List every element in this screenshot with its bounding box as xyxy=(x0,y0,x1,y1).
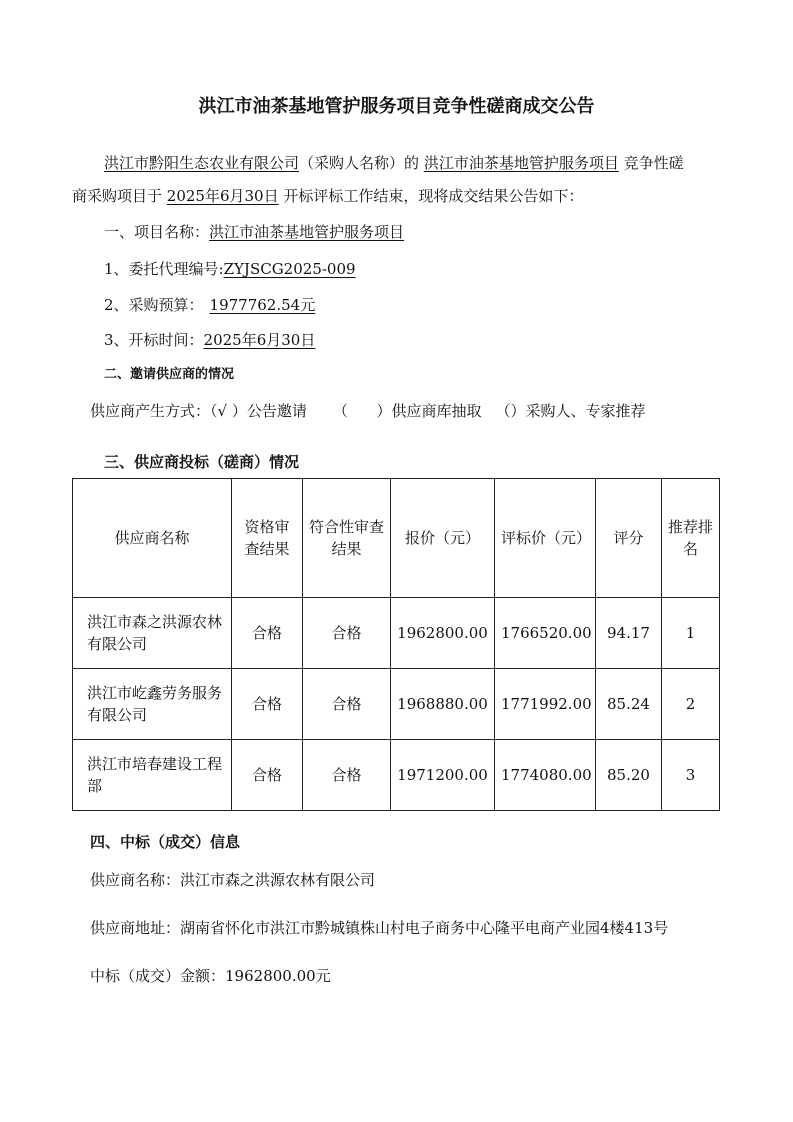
cell-qualification: 合格 xyxy=(232,598,303,669)
winner-address xyxy=(90,918,668,938)
winner-amount-label: 中标（成交）金额： xyxy=(90,967,226,985)
winner-name xyxy=(90,870,375,890)
section-project-name xyxy=(104,222,404,242)
cell-score: 85.20 xyxy=(596,740,662,811)
cell-score: 85.24 xyxy=(596,669,662,740)
cell-quote: 1971200.00 xyxy=(391,740,495,811)
intro-line-2 xyxy=(72,186,583,206)
winner-name-value: 洪江市森之洪源农林有限公司 xyxy=(180,871,376,889)
method-option-1: 公告邀请 xyxy=(246,402,307,420)
header-supplier-name: 供应商名称 xyxy=(73,479,232,598)
cell-rank: 2 xyxy=(662,669,720,740)
cell-eval-price: 1766520.00 xyxy=(495,598,596,669)
winner-address-label: 供应商地址： xyxy=(90,919,181,937)
purchaser-note: （采购人名称）的 xyxy=(299,154,420,172)
supplier-method xyxy=(90,401,646,421)
method-option-3-mark: （） xyxy=(495,402,526,420)
cell-compliance: 合格 xyxy=(303,669,391,740)
method-option-3: 采购人、专家推荐 xyxy=(525,402,646,420)
open-time-label: 3、开标时间： xyxy=(104,331,204,349)
cell-quote: 1968880.00 xyxy=(391,669,495,740)
agency-code-value: ZYJSCG2025-009 xyxy=(223,260,356,278)
section-1-value: 洪江市油茶基地管护服务项目 xyxy=(209,223,405,241)
budget-value: 1977762.54元 xyxy=(209,296,316,314)
table-row xyxy=(73,598,720,669)
open-time-value: 2025年6月30日 xyxy=(203,331,316,349)
cell-eval-price: 1774080.00 xyxy=(495,740,596,811)
intro-line2-head: 商采购项目于 xyxy=(72,187,163,205)
winner-amount-value: 1962800.00元 xyxy=(225,967,331,985)
cell-rank: 3 xyxy=(662,740,720,811)
cell-rank: 1 xyxy=(662,598,720,669)
table-header-row xyxy=(73,479,720,598)
section-invitation-heading: 二、邀请供应商的情况 xyxy=(104,367,235,382)
intro-line2-tail: 开标评标工作结束，现将成交结果公告如下： xyxy=(283,187,584,205)
project-name-inline: 洪江市油茶基地管护服务项目 xyxy=(423,154,619,172)
budget xyxy=(104,295,315,315)
method-label: 供应商产生方式： xyxy=(90,402,211,420)
cell-supplier-name: 洪江市培春建设工程部 xyxy=(73,740,232,811)
winner-address-value: 湖南省怀化市洪江市黔城镇株山村电子商务中心隆平电商产业园4楼413号 xyxy=(180,919,669,937)
section-1-label: 一、项目名称： xyxy=(104,223,210,241)
page-title: 洪江市油茶基地管护服务项目竞争性磋商成交公告 xyxy=(198,96,595,117)
cell-quote: 1962800.00 xyxy=(391,598,495,669)
cell-score: 94.17 xyxy=(596,598,662,669)
cell-eval-price: 1771992.00 xyxy=(495,669,596,740)
purchaser-name: 洪江市黔阳生态农业有限公司 xyxy=(104,154,300,172)
cell-qualification: 合格 xyxy=(232,669,303,740)
winner-amount xyxy=(90,966,331,986)
bid-table xyxy=(72,478,720,811)
cell-supplier-name: 洪江市森之洪源农林有限公司 xyxy=(73,598,232,669)
cell-compliance: 合格 xyxy=(303,598,391,669)
section-bid-heading: 三、供应商投标（磋商）情况 xyxy=(104,453,300,471)
header-eval-price: 评标价（元） xyxy=(495,479,596,598)
winner-name-label: 供应商名称： xyxy=(90,871,181,889)
method-option-1-mark: （√ ） xyxy=(210,402,247,420)
intro-line1-tail: 竞争性磋 xyxy=(623,154,684,172)
method-option-2-mark: （ ） xyxy=(332,402,392,420)
header-rank: 推荐排名 xyxy=(662,479,720,598)
table-row xyxy=(73,740,720,811)
method-option-2: 供应商库抽取 xyxy=(391,402,482,420)
intro-line-1 xyxy=(104,153,684,173)
cell-compliance: 合格 xyxy=(303,740,391,811)
open-time xyxy=(104,330,315,350)
header-score: 评分 xyxy=(596,479,662,598)
cell-supplier-name: 洪江市屹鑫劳务服务有限公司 xyxy=(73,669,232,740)
header-qualification: 资格审查结果 xyxy=(232,479,303,598)
header-quote: 报价（元） xyxy=(391,479,495,598)
section-winner-heading: 四、中标（成交）信息 xyxy=(90,833,241,851)
open-date-inline: 2025年6月30日 xyxy=(166,187,279,205)
table-row xyxy=(73,669,720,740)
agency-code xyxy=(104,259,382,279)
cell-qualification: 合格 xyxy=(232,740,303,811)
header-compliance: 符合性审查结果 xyxy=(303,479,391,598)
budget-label: 2、采购预算： xyxy=(104,296,204,314)
agency-code-label: 1、委托代理编号: xyxy=(104,260,224,278)
